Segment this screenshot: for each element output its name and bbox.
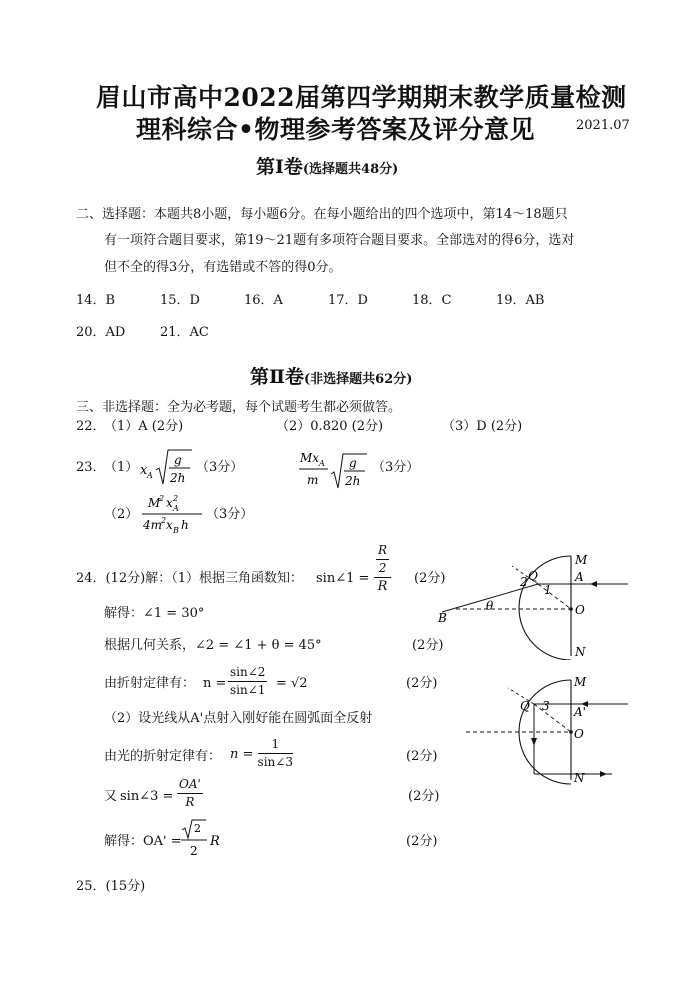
q24-step-8: 解得：OA' =	[104, 834, 182, 849]
q24-sin1-label: sin∠1 =	[316, 571, 370, 586]
q25-label: 25．(15分)	[76, 879, 146, 894]
diagram-top-label-2: 2	[520, 575, 528, 589]
svg-text:h: h	[181, 518, 189, 532]
diagram-bottom-label-a-prime: A'	[574, 705, 586, 719]
svg-text:x: x	[166, 518, 173, 532]
date-label: 2021.07	[576, 118, 630, 133]
q23-part-2: （2）	[104, 507, 139, 522]
svg-text:A: A	[319, 459, 325, 468]
svg-text:B: B	[173, 526, 179, 535]
q24-n-result: = √2	[276, 676, 308, 691]
q22-label: 22．	[76, 419, 106, 434]
answer-17: 17．D	[328, 293, 368, 308]
diagram-top-label-b: B	[438, 611, 447, 625]
part2-instruction: 三、非选择题：全为必考题，每个试题考生都必须做答。	[76, 400, 402, 415]
answer-18: 18．C	[412, 293, 452, 308]
q24-result-formula	[180, 818, 224, 862]
q23-formula-3	[140, 492, 204, 536]
part1-instruction-line-1: 二、选择题：本题共8小题，每小题6分。在每小题给出的四个选项中，第14～18题只	[76, 207, 568, 222]
q24-step-5: （2）设光线从A'点射入刚好能在圆弧面全反射	[104, 711, 373, 726]
svg-text:2: 2	[190, 844, 198, 858]
part1-heading-text: 第Ⅰ卷	[256, 156, 303, 178]
diagram-bottom-label-m: M	[574, 675, 587, 689]
part2-heading-text: 第Ⅱ卷	[250, 366, 305, 388]
q24-score-c: (2分)	[406, 676, 438, 691]
q24-step-7: 又	[104, 789, 118, 804]
diagram-bottom-label-o: O	[574, 727, 584, 741]
q24-n-fraction: $\frac{\sin\angle 2}{\sin\angle 1}$	[230, 665, 266, 697]
q23-formula-2	[298, 446, 370, 492]
diagram-bottom	[460, 670, 632, 788]
diagram-bottom-label-q: Q	[520, 699, 530, 713]
q24-step-2: 解得：∠1 = 30°	[104, 606, 205, 621]
part1-heading	[256, 152, 398, 179]
diagram-top	[420, 548, 630, 660]
svg-text:x: x	[140, 463, 148, 478]
q24-n-formula-2: n = $\frac{1}{\sin\angle 3}$	[230, 737, 293, 769]
q24-sin1-fraction: $\frac{\frac{R}{2}}{R}$	[374, 542, 391, 595]
part1-instruction-line-3: 但不全的得3分，有选错或不答的得0分。	[104, 260, 342, 275]
q24-step-4: 由折射定律有：	[104, 676, 196, 691]
q23-score-3: （3分）	[206, 507, 254, 522]
svg-text:2h: 2h	[170, 471, 186, 485]
answer-21: 21．AC	[160, 325, 209, 340]
q24-step-3: 根据几何关系，∠2 = ∠1 + θ = 45°	[104, 638, 322, 653]
svg-text:A: A	[147, 471, 153, 480]
q23-formula-1	[138, 444, 194, 488]
q24-sin3-label: sin∠3 =	[120, 789, 174, 804]
diagram-top-label-o: O	[575, 603, 585, 617]
q24-score-a: (2分)	[414, 571, 446, 586]
answer-16: 16．A	[244, 293, 283, 308]
svg-text:x: x	[166, 496, 173, 510]
q24-score-b: (2分)	[412, 638, 444, 653]
title-line-1: 眉山市高中2022届第四学期期末教学质量检测	[96, 83, 627, 112]
diagram-top-label-n: N	[575, 645, 586, 659]
svg-text:R: R	[210, 834, 220, 849]
answer-15: 15．D	[160, 293, 200, 308]
part2-heading	[250, 362, 412, 389]
q22-answer-2: （2）0.820 (2分)	[276, 419, 384, 434]
svg-text:g: g	[349, 456, 357, 470]
q24-score-e: (2分)	[408, 789, 440, 804]
answer-14: 14．B	[76, 293, 116, 308]
diagram-bottom-label-3: 3	[542, 699, 550, 713]
title-line-2: 理科综合•物理参考答案及评分意见	[136, 115, 535, 144]
part2-heading-note: (非选择题共62分)	[304, 372, 413, 387]
answer-19: 19．AB	[496, 293, 545, 308]
q24-n-label: n =	[203, 676, 227, 691]
answer-20: 20．AD	[76, 325, 126, 340]
svg-text:2h: 2h	[345, 474, 361, 488]
svg-text:2: 2	[173, 494, 179, 503]
svg-text:4m: 4m	[143, 518, 163, 532]
part1-heading-note: (选择题共48分)	[302, 162, 399, 177]
diagram-top-label-theta: θ	[486, 599, 494, 613]
q23-score-2: （3分）	[372, 460, 420, 475]
q24-score-d: (2分)	[406, 749, 438, 764]
svg-text:2: 2	[159, 494, 165, 503]
svg-text:A: A	[173, 504, 179, 513]
svg-text:2: 2	[194, 822, 201, 835]
diagram-top-label-m: M	[575, 553, 588, 567]
part1-instruction-line-2: 有一项符合题目要求，第19～21题有多项符合题目要求。全部选对的得6分，选对	[104, 233, 575, 248]
svg-text:2: 2	[161, 516, 167, 525]
q24-intro: 24．(12分)解：（1）根据三角函数知：	[76, 571, 303, 586]
diagram-top-label-a: A	[575, 570, 584, 584]
q22-answer-1: （1）A (2分)	[104, 419, 184, 434]
q22-answer-3: （3）D (2分)	[442, 419, 523, 434]
q24-score-f: (2分)	[406, 834, 438, 849]
svg-text:Mx: Mx	[300, 451, 320, 465]
diagram-bottom-label-n: N	[574, 771, 585, 785]
diagram-top-label-q: Q	[528, 569, 538, 583]
q24-step-6: 由光的折射定律有：	[104, 749, 222, 764]
diagram-top-label-1: 1	[544, 583, 552, 597]
q24-sin3-fraction: $\frac{OA'}{R}$	[179, 777, 201, 809]
q23-part-1: （1）	[104, 460, 139, 475]
svg-text:g: g	[174, 453, 182, 467]
svg-text:m: m	[307, 473, 319, 487]
svg-text:M: M	[148, 496, 161, 510]
q23-label: 23．	[76, 460, 106, 475]
q23-score-1: （3分）	[196, 460, 244, 475]
